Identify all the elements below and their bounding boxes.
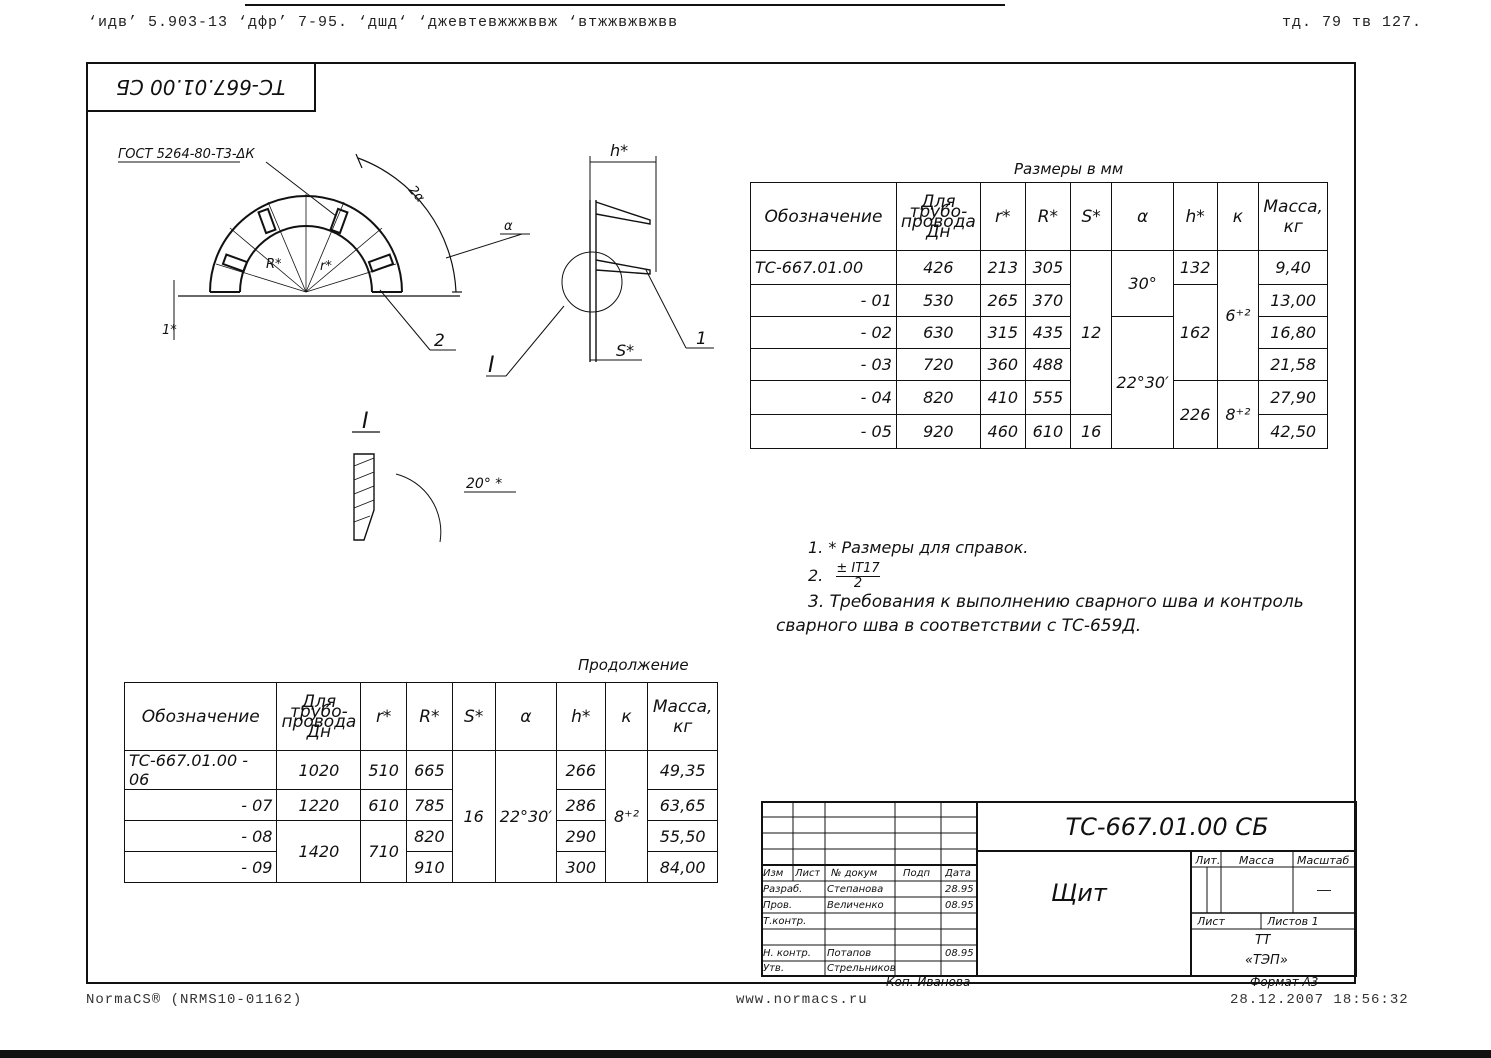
t2-h-k: к (605, 683, 648, 751)
header-page-info: тд. 79 тв 127. (1282, 14, 1423, 31)
t1-h-s: S* (1070, 183, 1112, 251)
footer-link[interactable]: www.normacs.ru (736, 992, 868, 1008)
table1-caption: Размеры в мм (1014, 160, 1124, 178)
note-2: 2. $\frac{\pm IT17}{2}$ (808, 561, 880, 591)
weld-spec-label: ГОСТ 5264-80-Т3-ΔК (118, 147, 255, 162)
table-row: ТС-667.01.00 - 06 1020 510 665 16 22°30′ 266 8⁺² 49,35 (125, 751, 718, 790)
table-row: - 05 920 460 610 16 42,50 (751, 415, 1328, 449)
label-2alpha: 2α (404, 182, 428, 206)
t2-h-R: R* (407, 683, 453, 751)
t2-h-mass: Масса, кг (648, 683, 718, 751)
note-3-line1: 3. Требования к выполнению сварного шва и контроль (808, 592, 1304, 612)
label-alpha: α (504, 219, 513, 234)
table-row: - 02 630 315 435 22°30′ 16,80 (751, 317, 1328, 349)
t1-h-k: к (1217, 183, 1259, 251)
note-2-fraction-top: ± IT17 (836, 561, 880, 576)
top-rule (245, 4, 1005, 6)
t2-h-r: r* (361, 683, 407, 751)
t1-h-226: 226 (1173, 381, 1217, 449)
table-row: - 03 720 360 488 21,58 (751, 349, 1328, 381)
label-20deg: 20° * (466, 476, 503, 492)
table-row: - 04 820 410 555 226 8⁺² 27,90 (751, 381, 1328, 415)
label-pos-1: 1 (696, 329, 707, 349)
t1-s-merged: 12 (1070, 251, 1112, 415)
t2-dn-merged: 1420 (277, 821, 361, 883)
t2-h-s: S* (452, 683, 495, 751)
tb-org-1: ТТ (1255, 933, 1271, 948)
tb-scale-value: — (1317, 881, 1331, 897)
footer-left: NormaCS® (NRMS10-01162) (86, 992, 303, 1008)
t2-h-dn: Для трубо-провода Дн (277, 683, 361, 751)
t1-h-162: 162 (1173, 285, 1217, 381)
table2-caption: Продолжение (578, 656, 689, 674)
t1-h-alpha: α (1112, 183, 1173, 251)
t1-k-6: 6⁺² (1217, 251, 1259, 381)
t1-k-8: 8⁺² (1217, 381, 1259, 449)
tb-designation: ТС-667.01.00 СБ (1065, 813, 1269, 841)
label-R: R* (266, 257, 282, 272)
t1-h-h: h* (1173, 183, 1217, 251)
table-row: - 07 1220 610 785 286 63,65 (125, 790, 718, 821)
label-h: h* (610, 141, 629, 160)
t2-alpha-merged: 22°30′ (495, 751, 556, 883)
t1-h-R: R* (1025, 183, 1070, 251)
t1-h-designation: Обозначение (751, 183, 897, 251)
t1-h-mass: Масса, кг (1259, 183, 1328, 251)
format-label: Формат А3 (1250, 975, 1319, 989)
table-row: - 09 910 300 84,00 (125, 852, 718, 883)
note-3-line2: сварного шва в соответствии с ТС-659Д. (776, 616, 1142, 636)
t2-s-merged: 16 (452, 751, 495, 883)
t2-h-designation: Обозначение (125, 683, 277, 751)
label-pos-2: 2 (434, 331, 445, 351)
bottom-bar (0, 1050, 1491, 1058)
t2-k-merged: 8⁺² (605, 751, 648, 883)
stamp-designation: ТС-667.01.00 СБ (86, 62, 316, 112)
title-block: ТС-667.01.00 СБ Щит Изм Лист № докум Подп Дата Разраб. Пров. Т.контр. Н. контр. Утв. Степанова Величенко Потапов Стрельников 28.95 08.95 08.95 Лит. Масса Масштаб — Лист Листов 1 ТТ «ТЭП» (761, 801, 1357, 977)
header-document-ref: ‘идв’ 5.903-13 ‘дфр’ 7-95. ‘дшд‘ ‘джевтевжжжввж ‘втжжвжвжвв (88, 14, 679, 31)
label-s: S* (616, 341, 635, 360)
copied-by: Коп. Иванова (886, 975, 971, 989)
t1-h-dn: Для трубо-провода Дн (896, 183, 980, 251)
note-1: 1. * Размеры для справок. (808, 538, 1029, 557)
t1-alpha-22: 22°30′ (1112, 317, 1173, 449)
label-left-star: 1* (162, 323, 177, 338)
table-row: - 01 530 265 370 162 13,00 (751, 285, 1328, 317)
t2-h-alpha: α (495, 683, 556, 751)
t2-r-merged: 710 (361, 821, 407, 883)
footer-timestamp: 28.12.2007 18:56:32 (1230, 992, 1409, 1008)
t1-h-r: r* (980, 183, 1025, 251)
label-detail-I: I (488, 353, 495, 378)
label-detail-I-view: I (362, 409, 369, 434)
dimensions-table (750, 182, 1328, 449)
note-2-fraction-bottom: 2 (853, 576, 863, 591)
tb-part-name: Щит (1051, 879, 1107, 907)
table-row: - 08 1420 710 820 290 55,50 (125, 821, 718, 852)
technical-drawing (90, 110, 730, 550)
label-r: r* (320, 259, 332, 274)
t2-h-h: h* (557, 683, 606, 751)
table-row: ТС-667.01.00 426 213 305 12 30° 132 6⁺² 9,40 (751, 251, 1328, 285)
t1-alpha-30: 30° (1112, 251, 1173, 317)
tb-org-2: «ТЭП» (1245, 953, 1288, 968)
continuation-table (124, 682, 718, 883)
